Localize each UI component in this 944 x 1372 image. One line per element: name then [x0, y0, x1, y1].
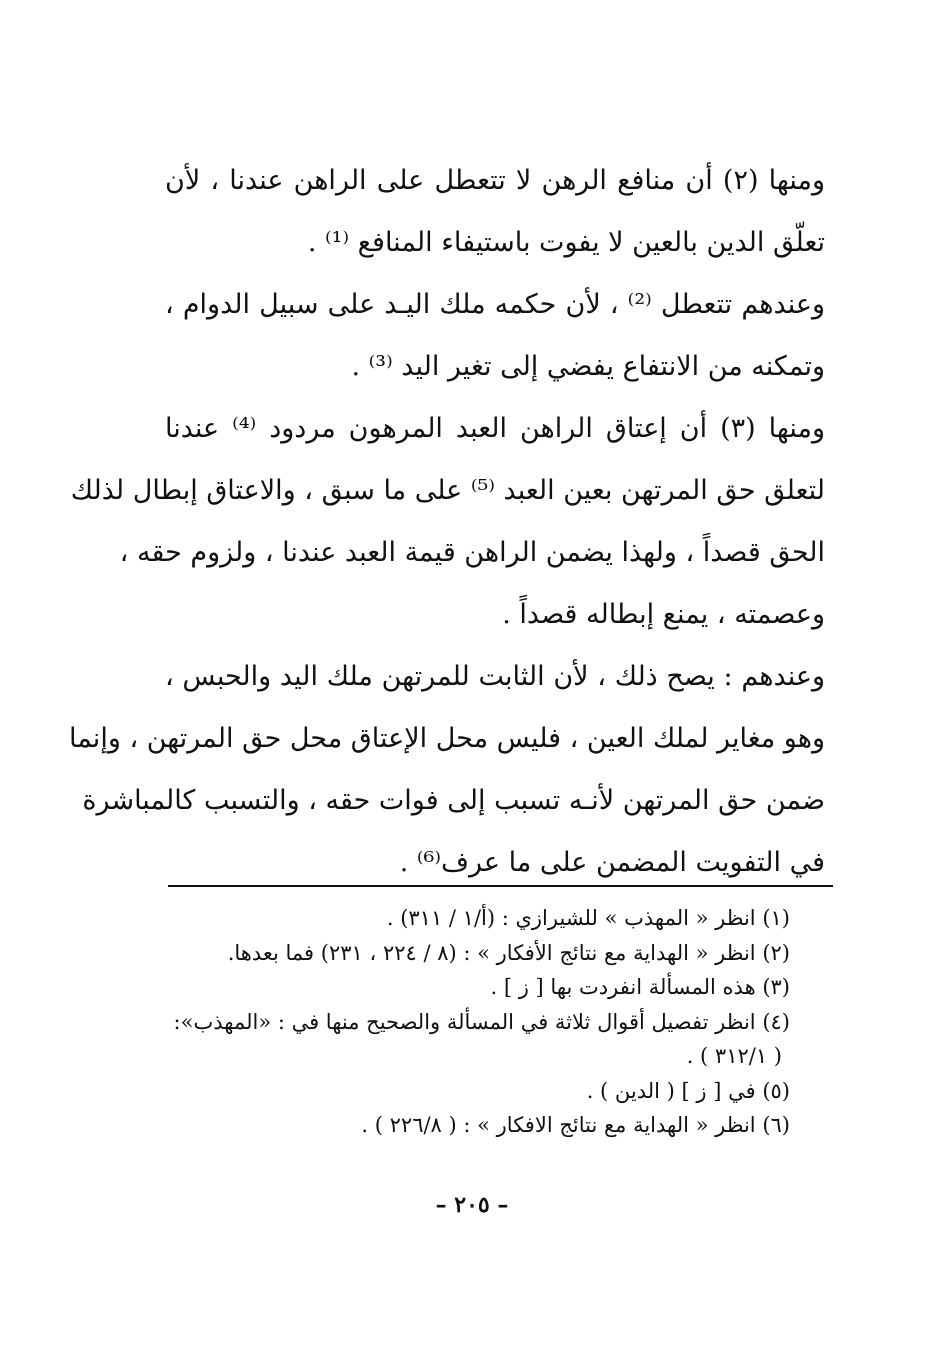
paragraph-1 [165, 150, 825, 274]
page-number: – ٢٠٥ – [435, 1192, 509, 1218]
text-line: في التفويت المضمن على ما عرف⁽⁶⁾ . [399, 847, 825, 878]
footnotes [168, 901, 790, 1143]
main-text [68, 150, 826, 894]
footnote-4: (٤) انظر تفصيل أقوال ثلاثة في المسألة والصحيح منها في : «المهذب»: [173, 1009, 790, 1034]
text-line: الحق قصداً ، ولهذا يضمن الراهن قيمة العبد عندنا ، ولزوم حقه ، [119, 537, 825, 568]
footnote-1: (١) انظر « المهذب » للشيرازي : (أ/١ / ٣١١) . [386, 906, 790, 930]
footnote-2: (٢) انظر « الهداية مع نتائج الأفكار » : (٨ / ٢٢٤ ، ٢٣١) فما بعدها. [227, 940, 790, 965]
text-line: وعصمته ، يمنع إبطاله قصداً . [502, 599, 825, 630]
text-line: ضمن حق المرتهن لأنـه تسبب إلى فوات حقه ، والتسبب كالمباشرة [82, 785, 825, 816]
text-line: وهو مغاير لملك العين ، فليس محل الإعتاق محل حق المرتهن ، وإنما [68, 723, 825, 754]
footnote-4-continuation: ( ٣١٢/١ ) . [686, 1044, 782, 1068]
footnote-3: (٣) هذه المسألة انفردت بها [ ز ] . [490, 975, 790, 999]
footnote-6: (٦) انظر « الهداية مع نتائج الافكار » : ( ٢٢٦/٨ ) . [361, 1113, 790, 1137]
text-line: تعلّق الدين بالعين لا يفوت باستيفاء المنافع ⁽¹⁾ . [307, 227, 825, 258]
paragraph-3 [70, 398, 825, 646]
text-line: لتعلق حق المرتهن بعين العبد ⁽⁵⁾ على ما سبق ، والاعتاق إبطال لذلك [70, 475, 825, 506]
text-line: وتمكنه من الانتفاع يفضي إلى تغير اليد ⁽³⁾ . [351, 351, 825, 382]
paragraph-4 [68, 646, 825, 894]
text-line: وعندهم : يصح ذلك ، لأن الثابت للمرتهن ملك اليد والحبس ، [165, 661, 825, 692]
text-line: ومنها (٢) أن منافع الرهن لا تتعطل على الراهن عندنا ، لأن [165, 165, 825, 196]
paragraph-2 [165, 274, 825, 398]
text-line: ومنها (٣) أن إعتاق الراهن العبد المرهون مردود ⁽⁴⁾ عندنا [165, 413, 825, 444]
footnote-separator [168, 885, 833, 887]
text-line: وعندهم تتعطل ⁽²⁾ ، لأن حكمه ملك اليـد على سبيل الدوام ، [165, 289, 826, 320]
footnote-5: (٥) في [ ز ] ( الدين ) . [586, 1078, 790, 1103]
